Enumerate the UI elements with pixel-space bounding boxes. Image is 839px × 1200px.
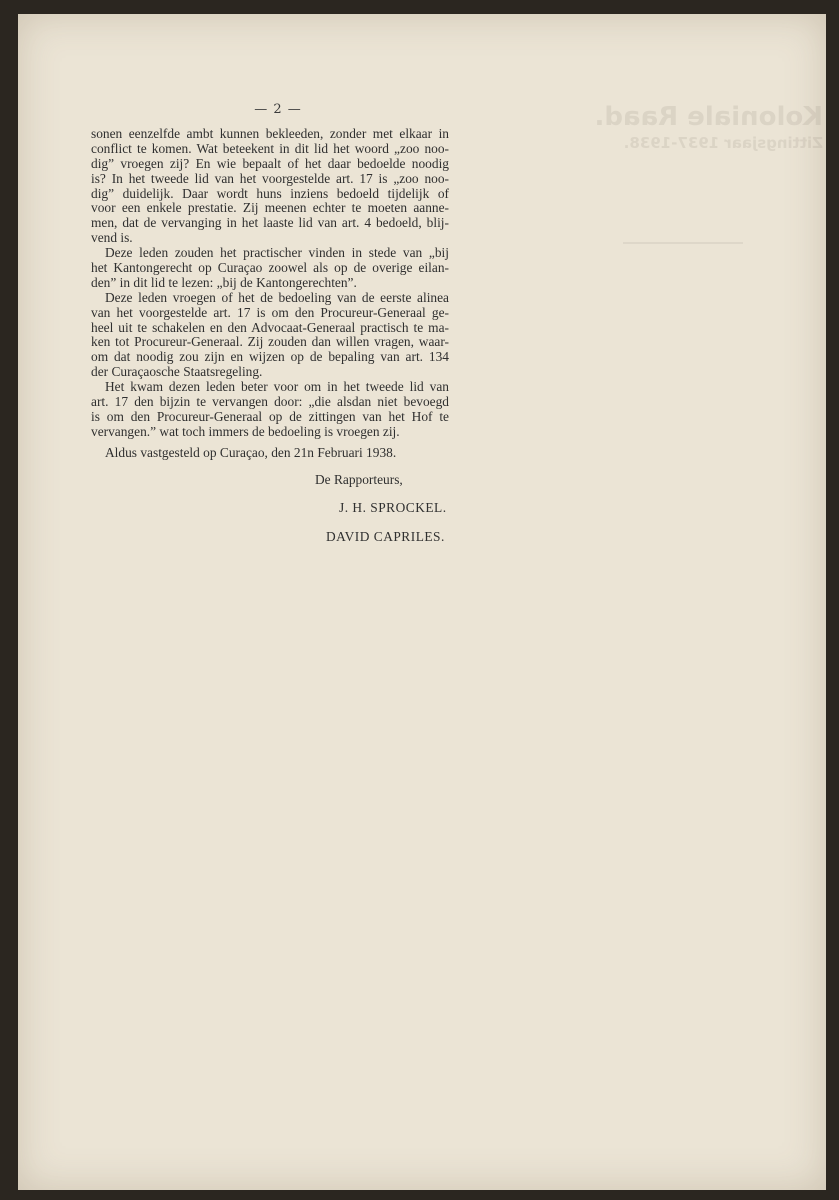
text-line: dig” vroegen zij? En wie bepaalt of het daar bedoelde noodig <box>91 155 449 171</box>
text-line: is om den Procureur-Generaal op de zittingen van het Hof te <box>91 408 449 424</box>
text-line: vend is. <box>91 230 133 246</box>
text-line: Deze leden zouden het practischer vinden in stede van „bij <box>105 245 449 261</box>
text-line: van het voorgestelde art. 17 is om den Procureur-Generaal ge- <box>91 304 449 320</box>
text-line: Het kwam dezen leden beter voor om in het tweede lid van <box>105 379 449 395</box>
text-line: men, dat de vervanging in het laaste lid van art. 4 bedoeld, blij- <box>91 215 449 231</box>
body-text <box>91 127 449 440</box>
text-line: Deze leden vroegen of het de bedoeling van de eerste alinea <box>105 289 449 305</box>
bleed-through-rule <box>623 242 743 244</box>
text-line: dig” duidelijk. Daar wordt huns inziens bedoeld tijdelijk of <box>91 185 449 201</box>
document-page <box>18 14 826 1190</box>
text-line: voor een enkele prestatie. Zij meenen echter te moeten aanne- <box>91 200 449 216</box>
bleed-through-heading: Koloniale Raad. <box>594 102 823 132</box>
text-line: sonen eenzelfde ambt kunnen bekleeden, zonder met elkaar in <box>91 126 449 141</box>
text-line: den” in dit lid te lezen: „bij de Kantongerechten”. <box>91 274 357 290</box>
bleed-through-subheading: Zittingsjaar 1937-1938. <box>623 134 823 152</box>
signatory-sprockel: J. H. SPROCKEL. <box>339 500 447 515</box>
text-line: vervangen.” wat toch immers de bedoeling is vroegen zij. <box>91 423 400 439</box>
text-line: heel uit te schakelen en den Advocaat-Generaal practisch te ma- <box>91 319 449 335</box>
text-line: der Curaçaosche Staatsregeling. <box>91 364 263 380</box>
text-line: om dat noodig zou zijn en wijzen op de bepaling van art. 134 <box>91 349 449 365</box>
place-date-line: Aldus vastgesteld op Curaçao, den 21n Februari 1938. <box>105 445 397 460</box>
text-line: conflict te komen. Wat beteekent in dit lid het woord „zoo noo- <box>91 140 449 156</box>
rapporteurs-label: De Rapporteurs, <box>315 472 403 487</box>
page-number: — 2 — <box>254 102 302 117</box>
text-line: is? In het tweede lid van het voorgestelde art. 17 is „zoo noo- <box>91 170 449 186</box>
signatory-capriles: DAVID CAPRILES. <box>326 529 445 544</box>
text-line: art. 17 den bijzin te vervangen door: „die alsdan niet bevoegd <box>91 394 449 410</box>
text-line: het Kantongerecht op Curaçao zoowel als op de overige eilan- <box>91 260 449 276</box>
bleed-through-text <box>523 102 823 244</box>
text-line: ken tot Procureur-Generaal. Zij zouden dan willen vragen, waar- <box>91 334 449 350</box>
